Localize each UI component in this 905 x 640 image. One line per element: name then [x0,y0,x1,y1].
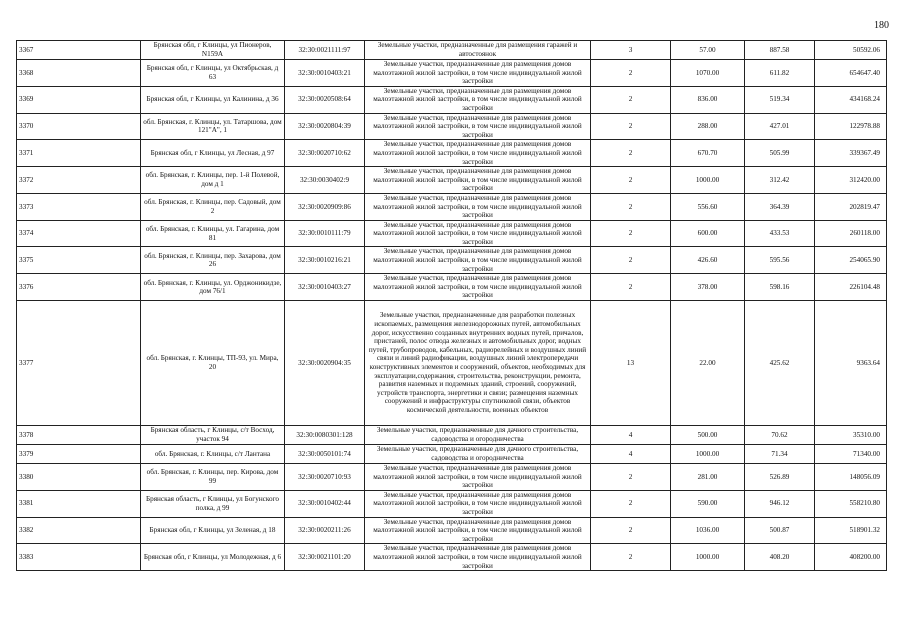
cadastral-number-cell: 32:30:0010216:21 [285,247,365,274]
address-cell: Брянская обл, г Клинцы, ул Октябрьская, д 63 [141,60,285,87]
cadastral-value-cell: 9363.64 [815,301,887,426]
specific-value-cell: 425.62 [745,301,815,426]
cadastral-number-cell: 32:30:0020804:39 [285,113,365,140]
cadastral-value-cell: 148056.09 [815,464,887,491]
group-cell: 2 [591,490,671,517]
cadastral-number-cell: 32:30:0021111:97 [285,41,365,60]
group-cell: 2 [591,86,671,113]
cadastral-number-cell: 32:30:0021101:20 [285,544,365,571]
area-cell: 1000.00 [671,544,745,571]
cadastral-number-cell: 32:30:0020508:64 [285,86,365,113]
group-cell: 2 [591,113,671,140]
group-cell: 4 [591,445,671,464]
cadastral-value-cell: 71340.00 [815,445,887,464]
cadastral-number-cell: 32:30:0030402:9 [285,167,365,194]
cadastral-value-cell: 226104.48 [815,274,887,301]
row-number-cell: 3371 [17,140,141,167]
group-cell: 2 [591,247,671,274]
cadastral-value-cell: 122978.88 [815,113,887,140]
specific-value-cell: 70.62 [745,426,815,445]
area-cell: 556.60 [671,193,745,220]
table-row [17,544,887,571]
area-cell: 22.00 [671,301,745,426]
area-cell: 288.00 [671,113,745,140]
specific-value-cell: 505.99 [745,140,815,167]
specific-value-cell: 433.53 [745,220,815,247]
group-cell: 4 [591,426,671,445]
cadastral-value-cell: 254065.90 [815,247,887,274]
cadastral-value-cell: 518901.32 [815,517,887,544]
group-cell: 2 [591,193,671,220]
specific-value-cell: 408.20 [745,544,815,571]
land-use-cell: Земельные участки, предназначенные для размещения домов малоэтажной жилой застройки, в том числе индивидуальной жилой застройки [365,113,591,140]
area-cell: 1070.00 [671,60,745,87]
cadastral-value-cell: 50592.06 [815,41,887,60]
row-number-cell: 3378 [17,426,141,445]
group-cell: 2 [591,274,671,301]
specific-value-cell: 946.12 [745,490,815,517]
cadastral-number-cell: 32:30:0020904:35 [285,301,365,426]
land-use-cell: Земельные участки, предназначенные для размещения домов малоэтажной жилой застройки, в том числе индивидуальной жилой застройки [365,464,591,491]
area-cell: 1036.00 [671,517,745,544]
specific-value-cell: 427.01 [745,113,815,140]
area-cell: 1000.00 [671,445,745,464]
address-cell: обл. Брянская, г. Клинцы, с/т Лантана [141,445,285,464]
row-number-cell: 3376 [17,274,141,301]
table-row [17,220,887,247]
group-cell: 2 [591,544,671,571]
group-cell: 13 [591,301,671,426]
group-cell: 2 [591,517,671,544]
address-cell: обл. Брянская, г. Клинцы, ТП-93, ул. Мира, 20 [141,301,285,426]
cadastral-number-cell: 32:30:0010402:44 [285,490,365,517]
address-cell: Брянская обл, г Клинцы, ул Молодежная, д 6 [141,544,285,571]
area-cell: 500.00 [671,426,745,445]
address-cell: обл. Брянская, г. Клинцы, пер. 1-й Полевой, дом д 1 [141,167,285,194]
specific-value-cell: 519.34 [745,86,815,113]
group-cell: 3 [591,41,671,60]
table-row [17,60,887,87]
row-number-cell: 3377 [17,301,141,426]
row-number-cell: 3368 [17,60,141,87]
cadastral-value-cell: 312420.00 [815,167,887,194]
group-cell: 2 [591,60,671,87]
table-row [17,464,887,491]
area-cell: 1000.00 [671,167,745,194]
address-cell: Брянская обл, г Клинцы, ул Зеленая, д 18 [141,517,285,544]
table-row [17,140,887,167]
address-cell: Брянская область, г Клинцы, ул Богунского полка, д 99 [141,490,285,517]
area-cell: 57.00 [671,41,745,60]
area-cell: 670.70 [671,140,745,167]
land-use-cell: Земельные участки, предназначенные для размещения домов малоэтажной жилой застройки, в том числе индивидуальной жилой застройки [365,167,591,194]
cadastral-number-cell: 32:30:0020710:93 [285,464,365,491]
table-row [17,301,887,426]
cadastral-number-cell: 32:30:0080301:128 [285,426,365,445]
area-cell: 836.00 [671,86,745,113]
address-cell: обл. Брянская, г. Клинцы, пер. Кирова, дом 99 [141,464,285,491]
row-number-cell: 3374 [17,220,141,247]
cadastral-number-cell: 32:30:0020909:86 [285,193,365,220]
cadastral-value-cell: 260118.00 [815,220,887,247]
land-use-cell: Земельные участки, предназначенные для размещения домов малоэтажной жилой застройки, в том числе индивидуальной жилой застройки [365,490,591,517]
group-cell: 2 [591,464,671,491]
row-number-cell: 3370 [17,113,141,140]
address-cell: обл. Брянская, г. Клинцы, ул. Орджоникидзе, дом 76/1 [141,274,285,301]
cadastral-value-cell: 408200.00 [815,544,887,571]
specific-value-cell: 312.42 [745,167,815,194]
cadastral-number-cell: 32:30:0010111:79 [285,220,365,247]
specific-value-cell: 887.58 [745,41,815,60]
address-cell: Брянская обл, г Клинцы, ул Калинина, д 36 [141,86,285,113]
group-cell: 2 [591,220,671,247]
land-use-cell: Земельные участки, предназначенные для размещения домов малоэтажной жилой застройки, в том числе индивидуальной жилой застройки [365,86,591,113]
table-row [17,86,887,113]
land-use-cell: Земельные участки, предназначенные для размещения домов малоэтажной жилой застройки, в том числе индивидуальной жилой застройки [365,517,591,544]
land-use-cell: Земельные участки, предназначенные для размещения домов малоэтажной жилой застройки, в том числе индивидуальной жилой застройки [365,140,591,167]
group-cell: 2 [591,167,671,194]
page-number: 180 [874,20,889,31]
row-number-cell: 3373 [17,193,141,220]
cadastral-number-cell: 32:30:0010403:27 [285,274,365,301]
row-number-cell: 3381 [17,490,141,517]
specific-value-cell: 364.39 [745,193,815,220]
land-use-cell: Земельные участки, предназначенные для размещения домов малоэтажной жилой застройки, в том числе индивидуальной жилой застройки [365,193,591,220]
row-number-cell: 3367 [17,41,141,60]
cadastral-number-cell: 32:30:0020211:26 [285,517,365,544]
row-number-cell: 3369 [17,86,141,113]
table-row [17,445,887,464]
group-cell: 2 [591,140,671,167]
address-cell: обл. Брянская, г. Клинцы, пер. Садовый, дом 2 [141,193,285,220]
specific-value-cell: 595.56 [745,247,815,274]
cadastral-value-cell: 434168.24 [815,86,887,113]
table-row [17,41,887,60]
cadastral-value-cell: 654647.40 [815,60,887,87]
land-use-cell: Земельные участки, предназначенные для размещения домов малоэтажной жилой застройки, в том числе индивидуальной жилой застройки [365,274,591,301]
cadastral-number-cell: 32:30:0050101:74 [285,445,365,464]
area-cell: 426.60 [671,247,745,274]
table-row [17,426,887,445]
land-use-cell: Земельные участки, предназначенные для разработки полезных ископаемых, размещения железнодорожных путей, автомобильных дорог, искусственно созданных внутренних водных путей, причалов, пристаней, полос отвода железных и автомобильных дорог, водных путей, трубопроводов, кабельных, радиорелейных и воздушных линий связи и линий радиофикации, воздушных линий электропередачи конструктивных элементов и сооружений, объектов, необходимых для эксплуатации,содержания, строительства, реконструкции, ремонта, развития наземных и подземных зданий, строений, сооружений, устройств транспорта, энергетики и связи; размещения наземных сооружений и инфраструктуры спутниковой связи, объектов космической деятельности, военных объектов [365,301,591,426]
cadastral-value-cell: 339367.49 [815,140,887,167]
table-row [17,247,887,274]
land-use-cell: Земельные участки, предназначенные для дачного строительства, садоводства и огородничества [365,426,591,445]
specific-value-cell: 598.16 [745,274,815,301]
land-use-cell: Земельные участки, предназначенные для дачного строительства, садоводства и огородничества [365,445,591,464]
row-number-cell: 3372 [17,167,141,194]
table-row [17,490,887,517]
land-use-cell: Земельные участки, предназначенные для размещения домов малоэтажной жилой застройки, в том числе индивидуальной жилой застройки [365,247,591,274]
address-cell: Брянская область, г Клинцы, с/т Восход, участок 94 [141,426,285,445]
cadastral-number-cell: 32:30:0020710:62 [285,140,365,167]
specific-value-cell: 611.82 [745,60,815,87]
address-cell: Брянская обл, г Клинцы, ул Лесная, д 97 [141,140,285,167]
specific-value-cell: 526.89 [745,464,815,491]
land-use-cell: Земельные участки, предназначенные для размещения домов малоэтажной жилой застройки, в том числе индивидуальной жилой застройки [365,60,591,87]
table-row [17,517,887,544]
table-row [17,113,887,140]
cadastral-value-cell: 558210.80 [815,490,887,517]
table-row [17,274,887,301]
address-cell: обл. Брянская, г. Клинцы, ул. Гагарина, дом 81 [141,220,285,247]
cadastral-number-cell: 32:30:0010403:21 [285,60,365,87]
cadastral-value-cell: 35310.00 [815,426,887,445]
cadastral-value-table [16,40,887,571]
row-number-cell: 3379 [17,445,141,464]
land-use-cell: Земельные участки, предназначенные для размещения домов малоэтажной жилой застройки, в том числе индивидуальной жилой застройки [365,544,591,571]
address-cell: Брянская обл, г Клинцы, ул Пионеров, N159А [141,41,285,60]
area-cell: 590.00 [671,490,745,517]
area-cell: 378.00 [671,274,745,301]
specific-value-cell: 71.34 [745,445,815,464]
cadastral-value-cell: 202819.47 [815,193,887,220]
address-cell: обл. Брянская, г. Клинцы, пер. Захарова, дом 26 [141,247,285,274]
table-row [17,167,887,194]
land-use-cell: Земельные участки, предназначенные для размещения домов малоэтажной жилой застройки, в том числе индивидуальной жилой застройки [365,220,591,247]
row-number-cell: 3380 [17,464,141,491]
address-cell: обл. Брянская, г. Клинцы, ул. Татаршова, дом 121"А", 1 [141,113,285,140]
specific-value-cell: 500.87 [745,517,815,544]
row-number-cell: 3383 [17,544,141,571]
area-cell: 281.00 [671,464,745,491]
row-number-cell: 3382 [17,517,141,544]
area-cell: 600.00 [671,220,745,247]
land-use-cell: Земельные участки, предназначенные для размещения гаражей и автостоянок [365,41,591,60]
row-number-cell: 3375 [17,247,141,274]
table-row [17,193,887,220]
